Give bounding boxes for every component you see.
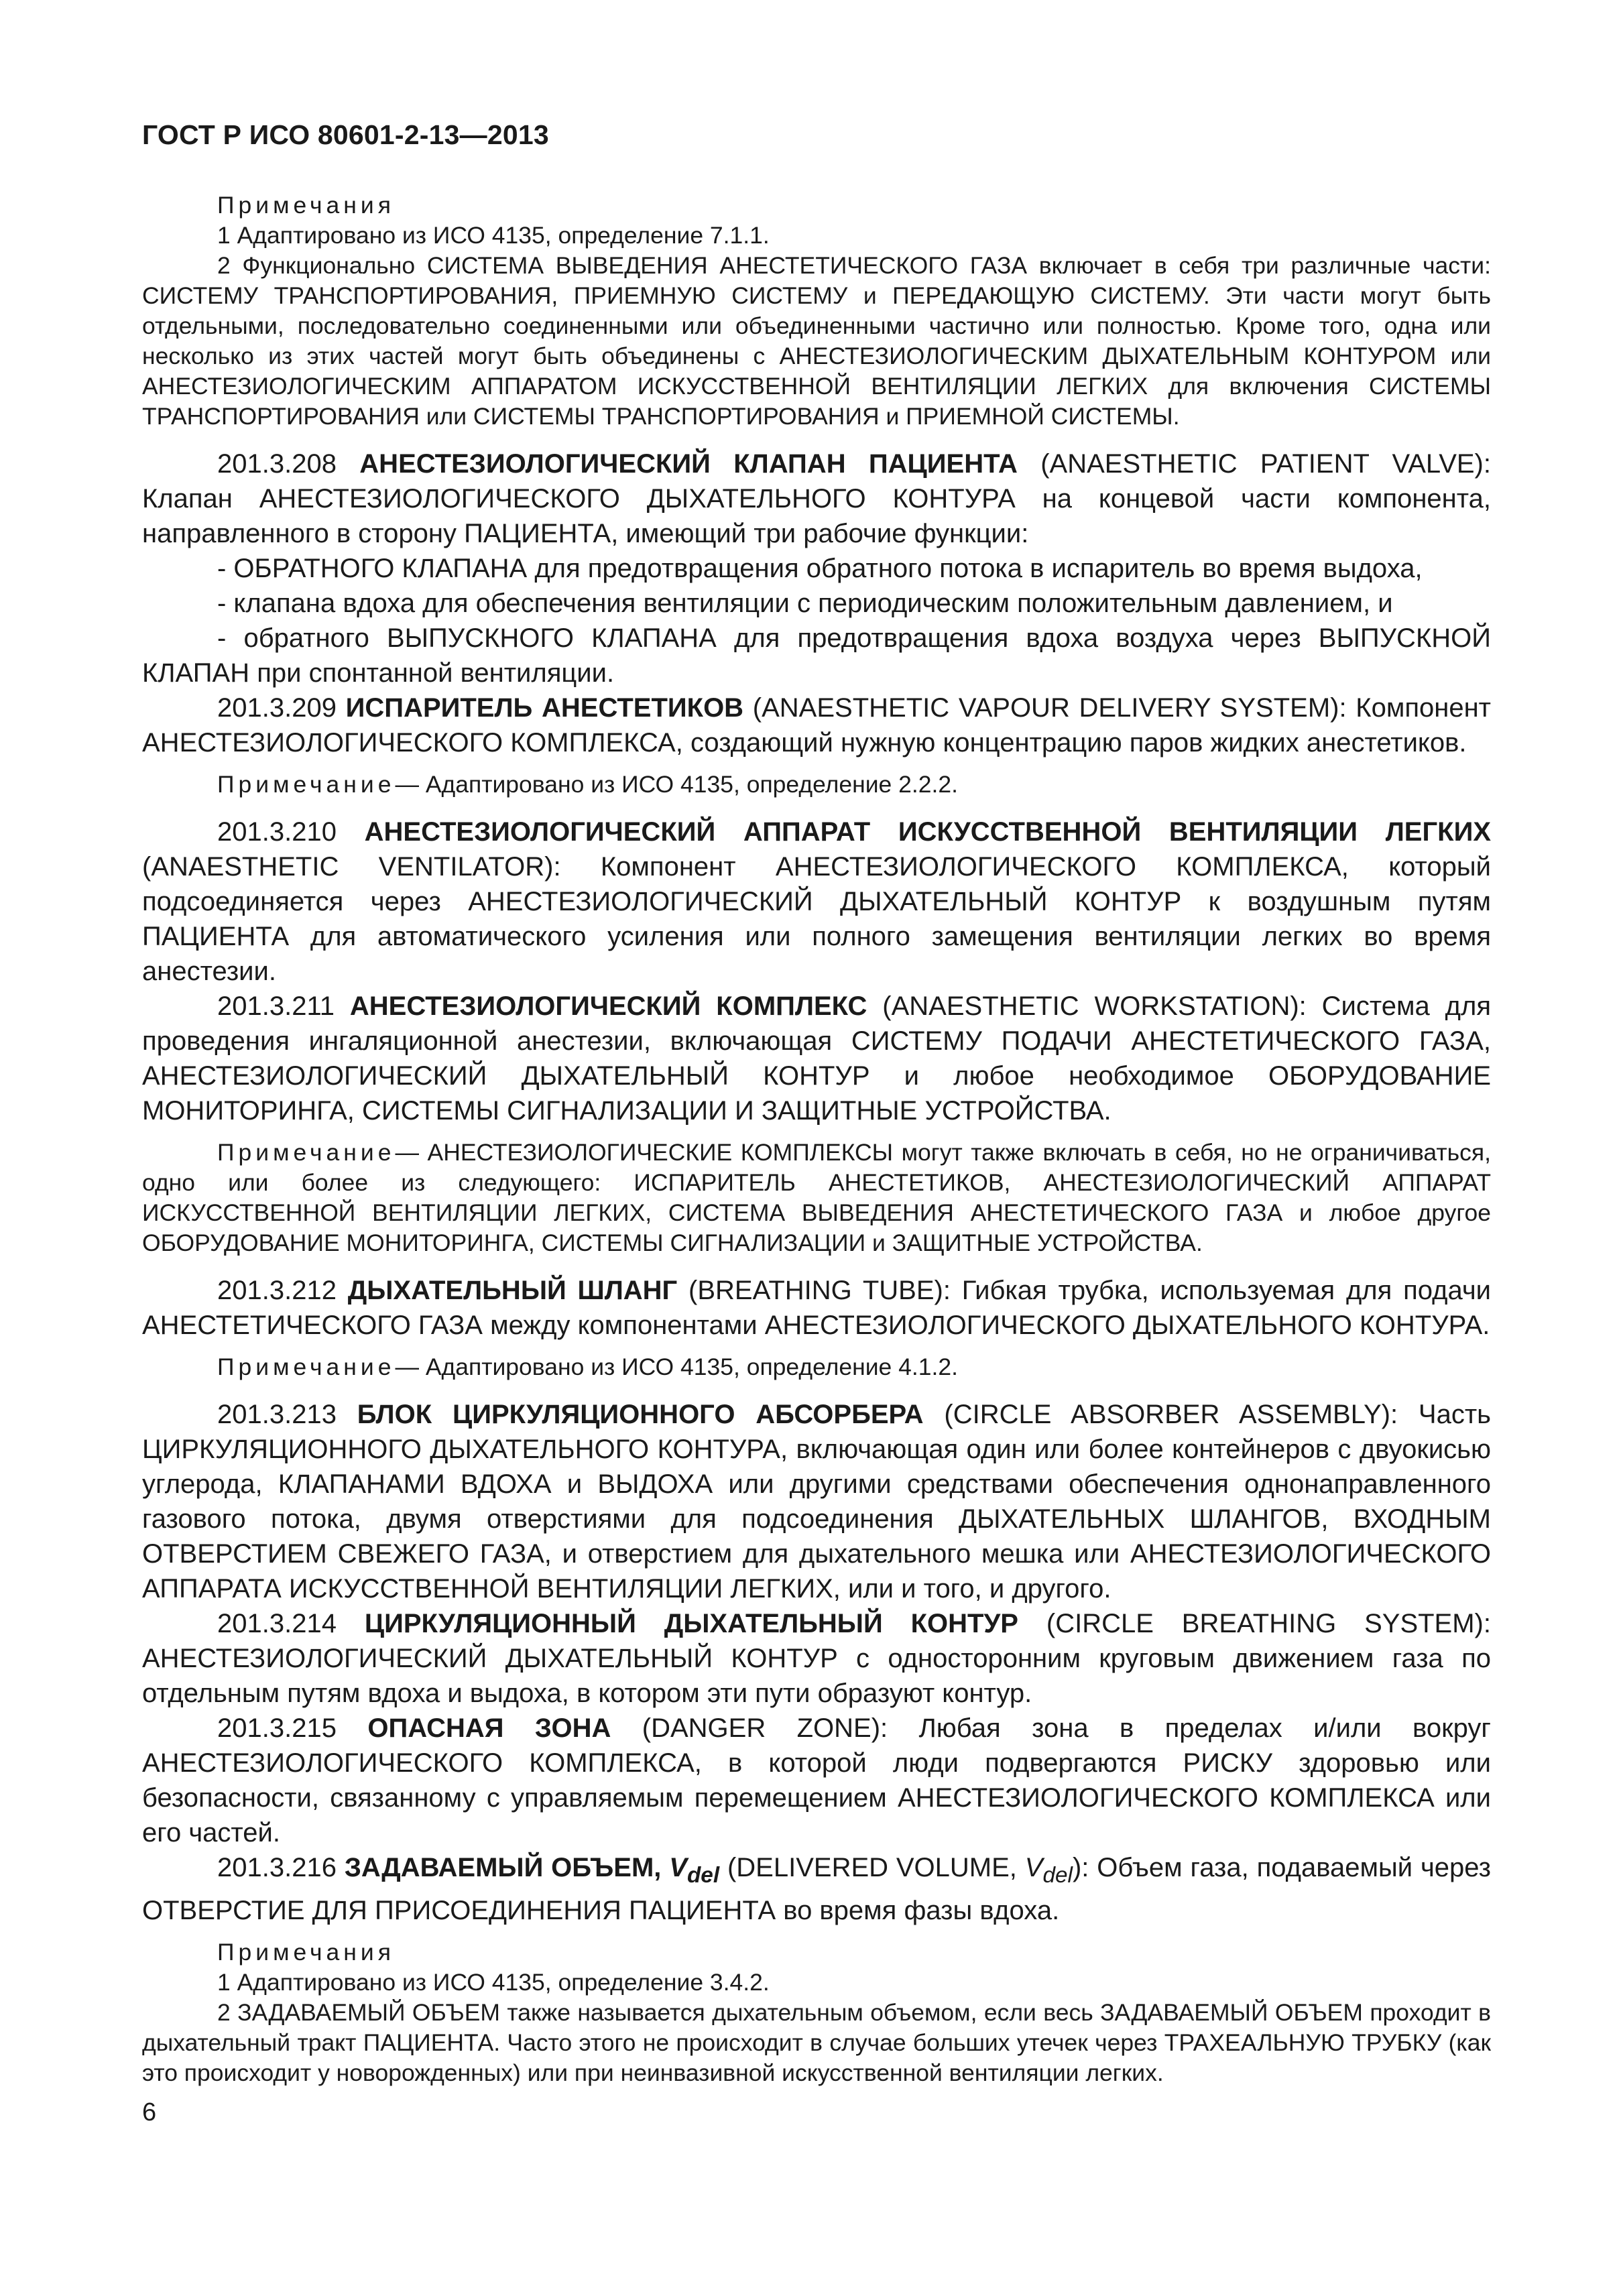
note-item: 1 Адаптировано из ИСО 4135, определение 7.1.1. [217, 222, 770, 249]
definition-208 [142, 446, 1491, 551]
note-text: — Адаптировано из ИСО 4135, определение 2.2.2. [395, 771, 958, 798]
definition-210 [142, 814, 1491, 989]
note [142, 1352, 1491, 1382]
symbol-subscript: del [686, 1863, 720, 1888]
note-item: 2 Функционально СИСТЕМА ВЫВЕДЕНИЯ АНЕСТЕТИЧЕСКОГО ГАЗА включает в себя три различные части: СИСТЕМУ ТРАНСПОРТИРОВАНИЯ, ПРИЕМНУЮ СИСТЕМУ и ПЕРЕДАЮЩУЮ СИСТЕМУ. Эти части могут быть отдельными, последовательно соединенными или объединенными частично или полностью. Кроме того, одна или несколько из этих частей могут быть объединены с АНЕСТЕЗИОЛОГИЧЕСКИМ ДЫХАТЕЛЬНЫМ КОНТУРОМ или АНЕСТЕЗИОЛОГИЧЕСКИМ АППАРАТОМ ИСКУССТВЕННОЙ ВЕНТИЛЯЦИИ ЛЕГКИХ для включения СИСТЕМЫ ТРАНСПОРТИРОВАНИЯ или СИСТЕМЫ ТРАНСПОРТИРОВАНИЯ и ПРИЕМНОЙ СИСТЕМЫ. [142, 252, 1491, 430]
definition-term: ДЫХАТЕЛЬНЫЙ ШЛАНГ [347, 1276, 678, 1305]
note-item: 1 Адаптировано из ИСО 4135, определение 3.4.2. [217, 1969, 770, 1996]
definition-text: (ANAESTHETIC WORKSTATION): Система для проведения ингаляционной анестезии, включающая СИСТЕМУ ПОДАЧИ АНЕСТЕТИЧЕСКОГО ГАЗА, АНЕСТЕЗИОЛОГИЧЕСКИЙ ДЫХАТЕЛЬНЫЙ КОНТУР и любое необходимое ОБОРУДОВАНИЕ МОНИТОРИНГА, СИСТЕМЫ СИГНАЛИЗАЦИИ И ЗАЩИТНЫЕ УСТРОЙСТВА. [142, 991, 1491, 1126]
definition-text: (ANAESTHETIC VAPOUR DELIVERY SYSTEM): Компонент АНЕСТЕЗИОЛОГИЧЕСКОГО КОМПЛЕКСА, создающий нужную концентрацию паров жидких анестетиков. [142, 693, 1491, 758]
definition-211 [142, 989, 1491, 1128]
definition-212 [142, 1273, 1491, 1343]
definition-number: 201.3.208 [217, 449, 337, 479]
note [142, 1138, 1491, 1258]
definition-number: 201.3.215 [217, 1713, 337, 1743]
note-label: Примечание [217, 771, 396, 798]
definition-term: ЦИРКУЛЯЦИОННЫЙ ДЫХАТЕЛЬНЫЙ КОНТУР [364, 1609, 1018, 1638]
symbol: V [669, 1853, 687, 1882]
definition-text: (DELIVERED VOLUME, [727, 1853, 1017, 1882]
definition-text: (ANAESTHETIC PATIENT VALVE): Клапан АНЕСТЕЗИОЛОГИЧЕСКОГО ДЫХАТЕЛЬНОГО КОНТУРА на концевой части компонента, направленного в сторону ПАЦИЕНТА, имеющий три рабочие функции: [142, 449, 1491, 548]
note-item: 2 ЗАДАВАЕМЫЙ ОБЪЕМ также называется дыхательным объемом, если весь ЗАДАВАЕМЫЙ ОБЪЕМ проходит в дыхательный тракт ПАЦИЕНТА. Часто этого не происходит в случае больших утечек через ТРАХЕАЛЬНУЮ ТРУБКУ (как это происходит у новорожденных) или при неинвазивной искусственной вентиляции легких. [142, 1999, 1491, 2086]
page-header: ГОСТ Р ИСО 80601-2-13—2013 [142, 119, 549, 150]
note-label: Примечание [217, 1139, 396, 1166]
definition-214 [142, 1606, 1491, 1711]
definition-text: (BREATHING TUBE): Гибкая трубка, используемая для подачи АНЕСТЕТИЧЕСКОГО ГАЗА между компонентами АНЕСТЕЗИОЛОГИЧЕСКОГО ДЫХАТЕЛЬНОГО КОНТУРА. [142, 1276, 1492, 1340]
note-heading: Примечания [217, 1939, 395, 1966]
definition-text: (CIRCLE BREATHING SYSTEM): АНЕСТЕЗИОЛОГИЧЕСКИЙ ДЫХАТЕЛЬНЫЙ КОНТУР с односторонним круговым движением газа по отдельным путям вдоха и выдоха, в котором эти пути образуют контур. [142, 1609, 1491, 1708]
definition-number: 201.3.212 [217, 1276, 337, 1305]
page-number: 6 [142, 2098, 157, 2126]
definition-text: ): Объем газа, подаваемый через ОТВЕРСТИЕ ДЛЯ ПРИСОЕДИНЕНИЯ ПАЦИЕНТА во время фазы вдоха. [142, 1853, 1491, 1925]
definition-number: 201.3.213 [217, 1400, 337, 1429]
definition-term: ЗАДАВАЕМЫЙ ОБЪЕМ, [344, 1853, 662, 1882]
definition-209 [142, 690, 1491, 760]
symbol: V [1024, 1853, 1043, 1882]
note-label: Примечание [217, 1353, 396, 1380]
symbol-subscript: del [1042, 1863, 1073, 1888]
definition-number: 201.3.210 [217, 817, 337, 847]
definition-term: АНЕСТЕЗИОЛОГИЧЕСКИЙ КЛАПАН ПАЦИЕНТА [359, 449, 1018, 479]
definition-number: 201.3.209 [217, 693, 337, 723]
definition-text: (CIRCLE ABSORBER ASSEMBLY): Часть ЦИРКУЛЯЦИОННОГО ДЫХАТЕЛЬНОГО КОНТУРА, включающая один или более контейнеров с двуокисью углерода, КЛАПАНАМИ ВДОХА и ВЫДОХА или другими средствами обеспечения однонаправленного газового потока, двумя отверстиями для подсоединения ДЫХАТЕЛЬНЫХ ШЛАНГОВ, ВХОДНЫМ ОТВЕРСТИЕМ СВЕЖЕГО ГАЗА, и отверстием для дыхательного мешка или АНЕСТЕЗИОЛОГИЧЕСКОГО АППАРАТА ИСКУССТВЕННОЙ ВЕНТИЛЯЦИИ ЛЕГКИХ, или и того, и другого. [142, 1400, 1491, 1604]
note-text: — Адаптировано из ИСО 4135, определение 4.1.2. [395, 1353, 958, 1380]
note-text: — АНЕСТЕЗИОЛОГИЧЕСКИЕ КОМПЛЕКСЫ могут также включать в себя, но не ограничиваться, одно или более из следующего: ИСПАРИТЕЛЬ АНЕСТЕТИКОВ, АНЕСТЕЗИОЛОГИЧЕСКИЙ АППАРАТ ИСКУССТВЕННОЙ ВЕНТИЛЯЦИИ ЛЕГКИХ, СИСТЕМА ВЫВЕДЕНИЯ АНЕСТЕТИЧЕСКОГО ГАЗА и любое другое ОБОРУДОВАНИЕ МОНИТОРИНГА, СИСТЕМЫ СИГНАЛИЗАЦИИ и ЗАЩИТНЫЕ УСТРОЙСТВА. [142, 1139, 1491, 1256]
list-item: - клапана вдоха для обеспечения вентиляции с периодическим положительным давлением, и [217, 589, 1393, 618]
page-content [142, 190, 1491, 2088]
definition-number: 201.3.211 [217, 991, 335, 1021]
list-item: - обратного ВЫПУСКНОГО КЛАПАНА для предотвращения вдоха воздуха через ВЫПУСКНОЙ КЛАПАН при спонтанной вентиляции. [142, 623, 1491, 688]
definition-number: 201.3.214 [217, 1609, 337, 1638]
definition-term: ОПАСНАЯ ЗОНА [367, 1713, 611, 1743]
definition-215 [142, 1711, 1491, 1850]
list-item: - ОБРАТНОГО КЛАПАНА для предотвращения обратного потока в испаритель во время выдоха, [217, 554, 1423, 583]
note-heading: Примечания [217, 192, 395, 219]
definition-term: АНЕСТЕЗИОЛОГИЧЕСКИЙ АППАРАТ ИСКУССТВЕННОЙ ВЕНТИЛЯЦИИ ЛЕГКИХ [364, 817, 1492, 847]
definition-term: БЛОК ЦИРКУЛЯЦИОННОГО АБСОРБЕРА [357, 1400, 924, 1429]
definition-216 [142, 1850, 1491, 1928]
definition-number: 201.3.216 [217, 1853, 337, 1882]
definition-text: (ANAESTHETIC VENTILATOR): Компонент АНЕСТЕЗИОЛОГИЧЕСКОГО КОМПЛЕКСА, который подсоединяется через АНЕСТЕЗИОЛОГИЧЕСКИЙ ДЫХАТЕЛЬНЫЙ КОНТУР к воздушным путям ПАЦИЕНТА для автоматического усиления или полного замещения вентиляции легких во время анестезии. [142, 852, 1491, 986]
definition-213 [142, 1397, 1491, 1606]
note [142, 770, 1491, 800]
definition-term: АНЕСТЕЗИОЛОГИЧЕСКИЙ КОМПЛЕКС [349, 991, 867, 1021]
definition-term: ИСПАРИТЕЛЬ АНЕСТЕТИКОВ [345, 693, 744, 723]
definition-text: (DANGER ZONE): Любая зона в пределах и/или вокруг АНЕСТЕЗИОЛОГИЧЕСКОГО КОМПЛЕКСА, в которой люди подвергаются РИСКУ здоровью или безопасности, связанному с управляемым перемещением АНЕСТЕЗИОЛОГИЧЕСКОГО КОМПЛЕКСА или его частей. [142, 1713, 1491, 1848]
